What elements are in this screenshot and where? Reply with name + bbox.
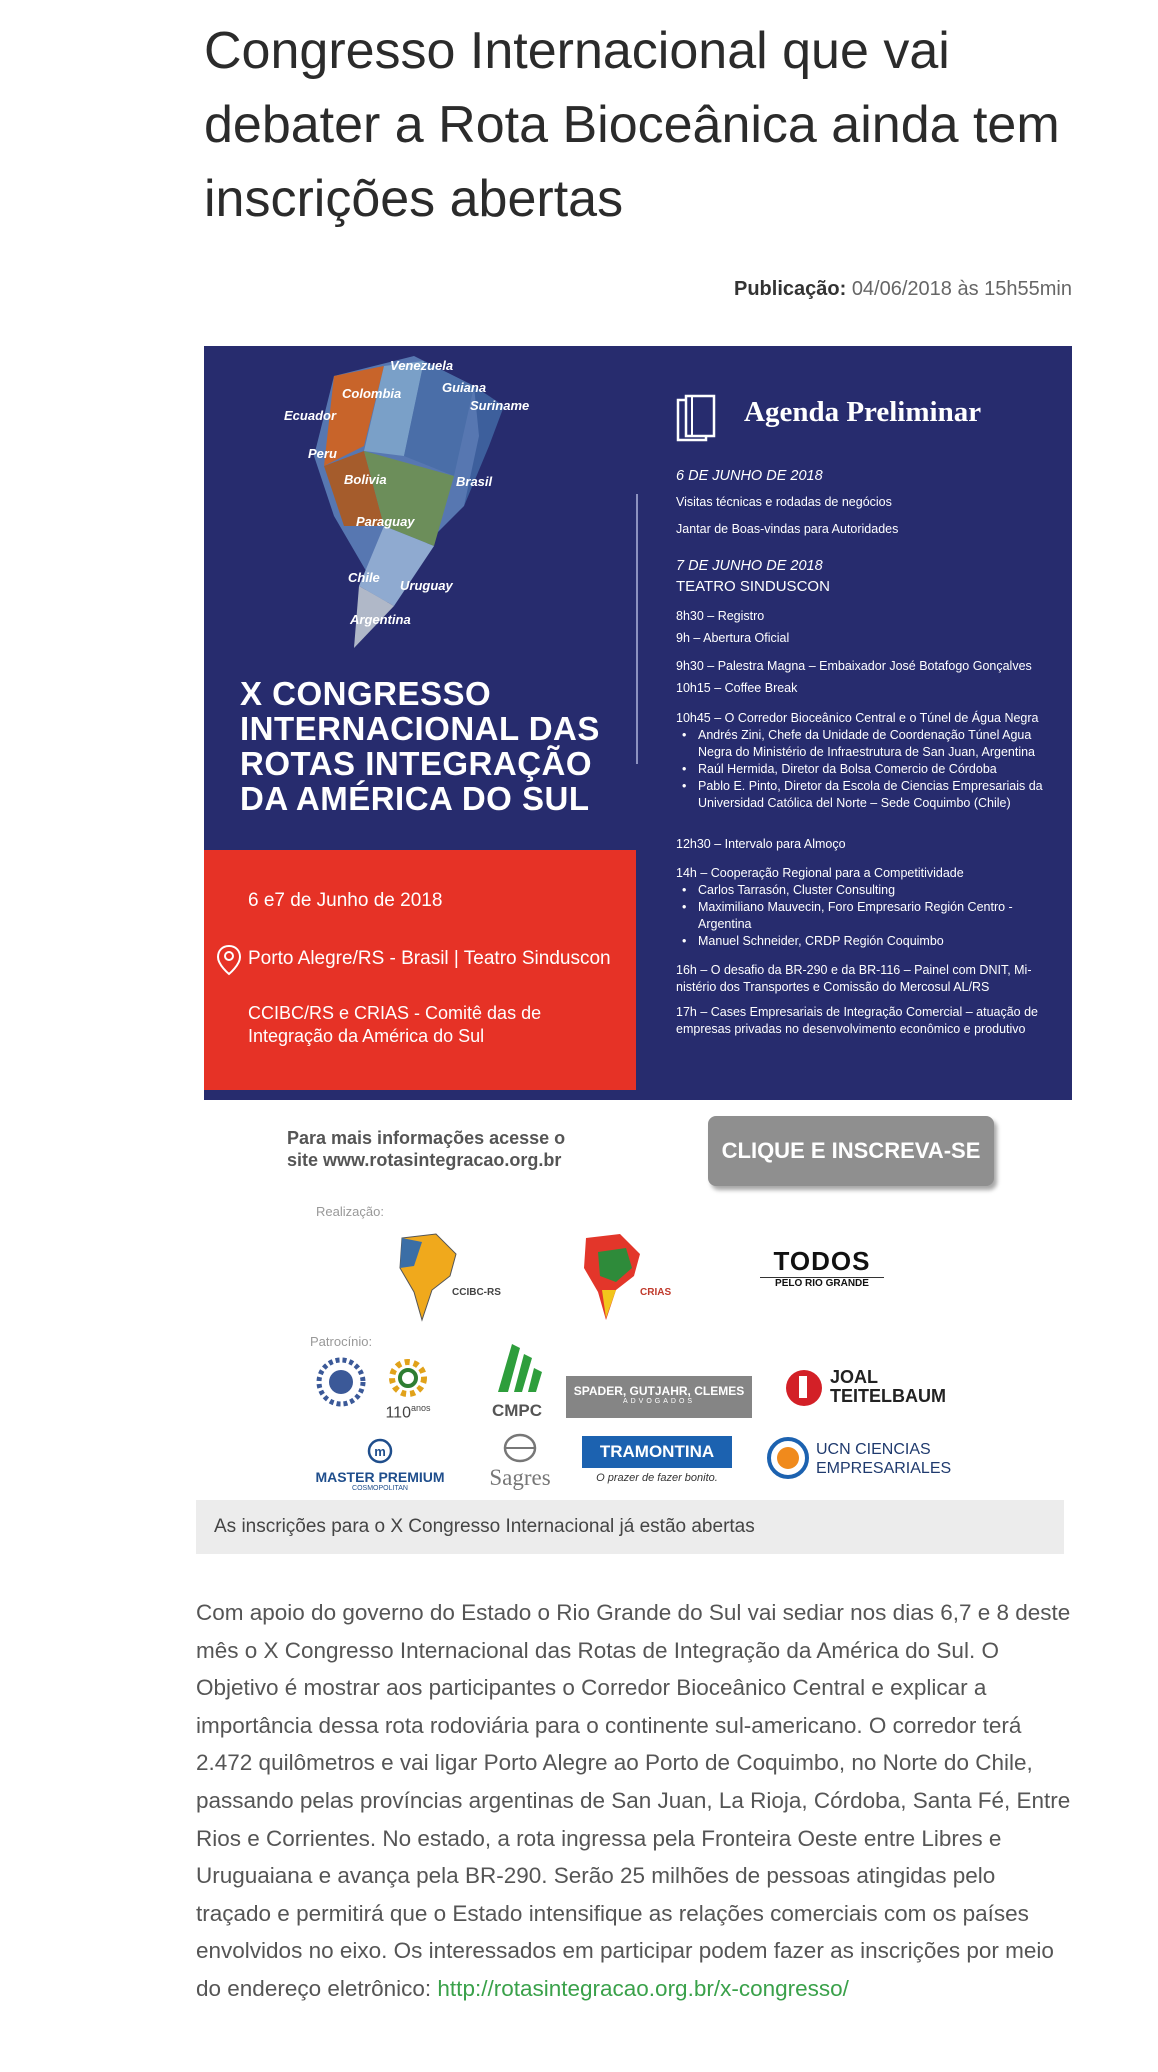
location-pin-icon <box>216 944 242 976</box>
country-label: Paraguay <box>356 514 415 529</box>
event-dates: 6 e7 de Junho de 2018 <box>248 890 443 911</box>
register-button[interactable]: CLIQUE E INSCREVA-SE <box>708 1116 994 1186</box>
crias-logo <box>576 1232 646 1324</box>
event-details-box <box>204 850 636 1090</box>
article-title: Congresso Internacional que vai debater a Rota Bioceânica ainda tem inscrições abertas <box>204 22 1060 228</box>
publication-value: 04/06/2018 às 15h55min <box>851 278 1072 300</box>
ucn-logo: UCN CIENCIAS EMPRESARIALES <box>766 1436 956 1482</box>
110-anos-logo: $110^{anos}$ <box>378 1358 438 1422</box>
caption-text: As inscrições para o X Congresso Internacional já estão abertas <box>214 1516 755 1537</box>
country-label: Argentina <box>350 612 411 627</box>
country-label: Colombia <box>342 386 402 401</box>
sagres-logo: Sagres <box>480 1432 560 1491</box>
more-info-text: Para mais informações acesse o site www.rotasintegracao.org.br <box>287 1128 566 1170</box>
event-place: Porto Alegre/RS - Brasil | Teatro Sinduscon <box>248 948 611 969</box>
agenda-day1: 6 DE JUNHO DE 2018 <box>676 468 823 484</box>
sponsors-label: Patrocínio: <box>310 1334 373 1349</box>
country-label: Guiana <box>442 380 487 395</box>
agenda-item: 17h – Cases Empresariais de Integração Comercial – atuação de empresas privadas no desenvolvimento econômico e produtivo <box>676 1005 1039 1036</box>
ccibc-text: CCIBC-RS <box>452 1287 501 1298</box>
agenda-item: Jantar de Boas-vindas para Autoridades <box>676 522 899 536</box>
agenda-book-icon <box>672 394 720 446</box>
country-label: Chile <box>348 570 380 585</box>
country-label: Uruguay <box>400 578 453 593</box>
country-label: Peru <box>308 446 337 461</box>
country-label: Bolivia <box>344 472 387 487</box>
agenda-item: 9h – Abertura Oficial <box>676 631 790 645</box>
joal-logo: JOAL TEITELBAUM <box>784 1366 954 1414</box>
agenda-venue: TEATRO SINDUSCON <box>676 578 830 595</box>
image-caption <box>196 1500 1064 1554</box>
spader-logo: SPADER, GUTJAHR, CLEMES ADVOGADOS <box>566 1376 752 1418</box>
agenda-item: 12h30 – Intervalo para Almoço <box>676 837 846 851</box>
publication-label: Publicação: <box>733 278 847 300</box>
body-paragraph: Com apoio do governo do Estado o Rio Grande do Sul vai sediar nos dias 6,7 e 8 deste mês o X Congresso Internacional das Rotas de Integração da América do Sul. O Objetivo é mostrar aos participantes o Corredor Bioceânico Central e explicar a importância dessa rota rodoviária para o continente sul-americano. O corredor terá 2.472 quilômetros e vai ligar Porto Alegre ao Porto de Coquimbo, no Norte do Chile, passando pelas províncias argentinas de San Juan, La Rioja, Córdoba, Santa Fé, Entre Rios e Corrientes. No estado, a rota ingressa pela Fronteira Oeste entre Libres e Uruguaiana e avança pela BR-290. Serão 25 milhões de pessoas atingidas pelo traçado e permitirá que o Estado intensifique as relações comerciais com os países envolvidos no eixo. Os interessados em participar podem fazer as inscrições por meio do endereço eletrônico: <box>196 1600 1071 2001</box>
agenda-item: 14h – Cooperação Regional para a Competitividade • Carlos Tarrasón, Cluster Consulting • Maximiliano Mauvecin, Foro Empresario Región Centro - Argentina • Manuel Schneider, CRDP Región Coquimbo <box>676 865 1061 950</box>
congress-flyer-image <box>204 346 1072 1100</box>
country-label: Ecuador <box>284 408 337 423</box>
country-label: Venezuela <box>390 358 454 373</box>
article-body <box>196 1594 1076 2008</box>
svg-text:m: m <box>374 1444 386 1459</box>
agenda-item: 10h45 – O Corredor Bioceânico Central e o Túnel de Água Negra • Andrés Zini, Chefe da Unidade de Coordenação Túnel Agua Negra do Ministério de Infraestrutura de San Juan, Argentina • Raúl Hermida, Diretor da Bolsa Comercio de Córdoba • Pablo E. Pinto, Diretor da Escola de Ciencias Empresariais da Universidad Católica del Norte – Sede Coquimbo (Chile) <box>676 710 1061 812</box>
crias-text: CRIAS <box>640 1287 672 1298</box>
divider <box>636 494 638 764</box>
agenda-heading: Agenda Preliminar <box>744 396 982 428</box>
master-premium-logo: m MASTER PREMIUM COSMOPOLITAN <box>310 1438 450 1492</box>
agenda-item: 8h30 – Registro <box>676 609 765 623</box>
registration-link[interactable]: http://rotasintegracao.org.br/x-congresso/ <box>437 1975 849 2001</box>
gear-seal-logo <box>315 1356 367 1408</box>
agenda-day2: 7 DE JUNHO DE 2018 <box>676 558 823 574</box>
agenda-item: 16h – O desafio da BR-290 e da BR-116 – Painel com DNIT, Mi-nistério dos Transportes e Comissão do Mercosul AL/RS <box>676 963 1032 994</box>
todos-logo: TODOS PELO RIO GRANDE <box>760 1246 884 1289</box>
country-label: Suriname <box>470 398 530 413</box>
organizers-label: Realização: <box>316 1204 384 1219</box>
event-organizers: CCIBC/RS e CRIAS - Comitê das de Integração da América do Sul <box>248 1003 542 1046</box>
publication-date <box>600 278 1072 301</box>
agenda-item: Visitas técnicas e rodadas de negócios <box>676 495 892 509</box>
agenda-item: 10h15 – Coffee Break <box>676 681 798 695</box>
flyer-title: X CONGRESSO INTERNACIONAL DAS ROTAS INTEGRAÇÃO DA AMÉRICA DO SUL <box>240 675 600 817</box>
agenda-item: 9h30 – Palestra Magna – Embaixador José Botafogo Gonçalves <box>676 659 1032 673</box>
tramontina-logo: TRAMONTINA O prazer de fazer bonito. <box>582 1436 732 1484</box>
ccibc-logo <box>392 1232 462 1324</box>
country-label: Brasil <box>456 474 493 489</box>
cmpc-logo: CMPC <box>486 1340 548 1421</box>
